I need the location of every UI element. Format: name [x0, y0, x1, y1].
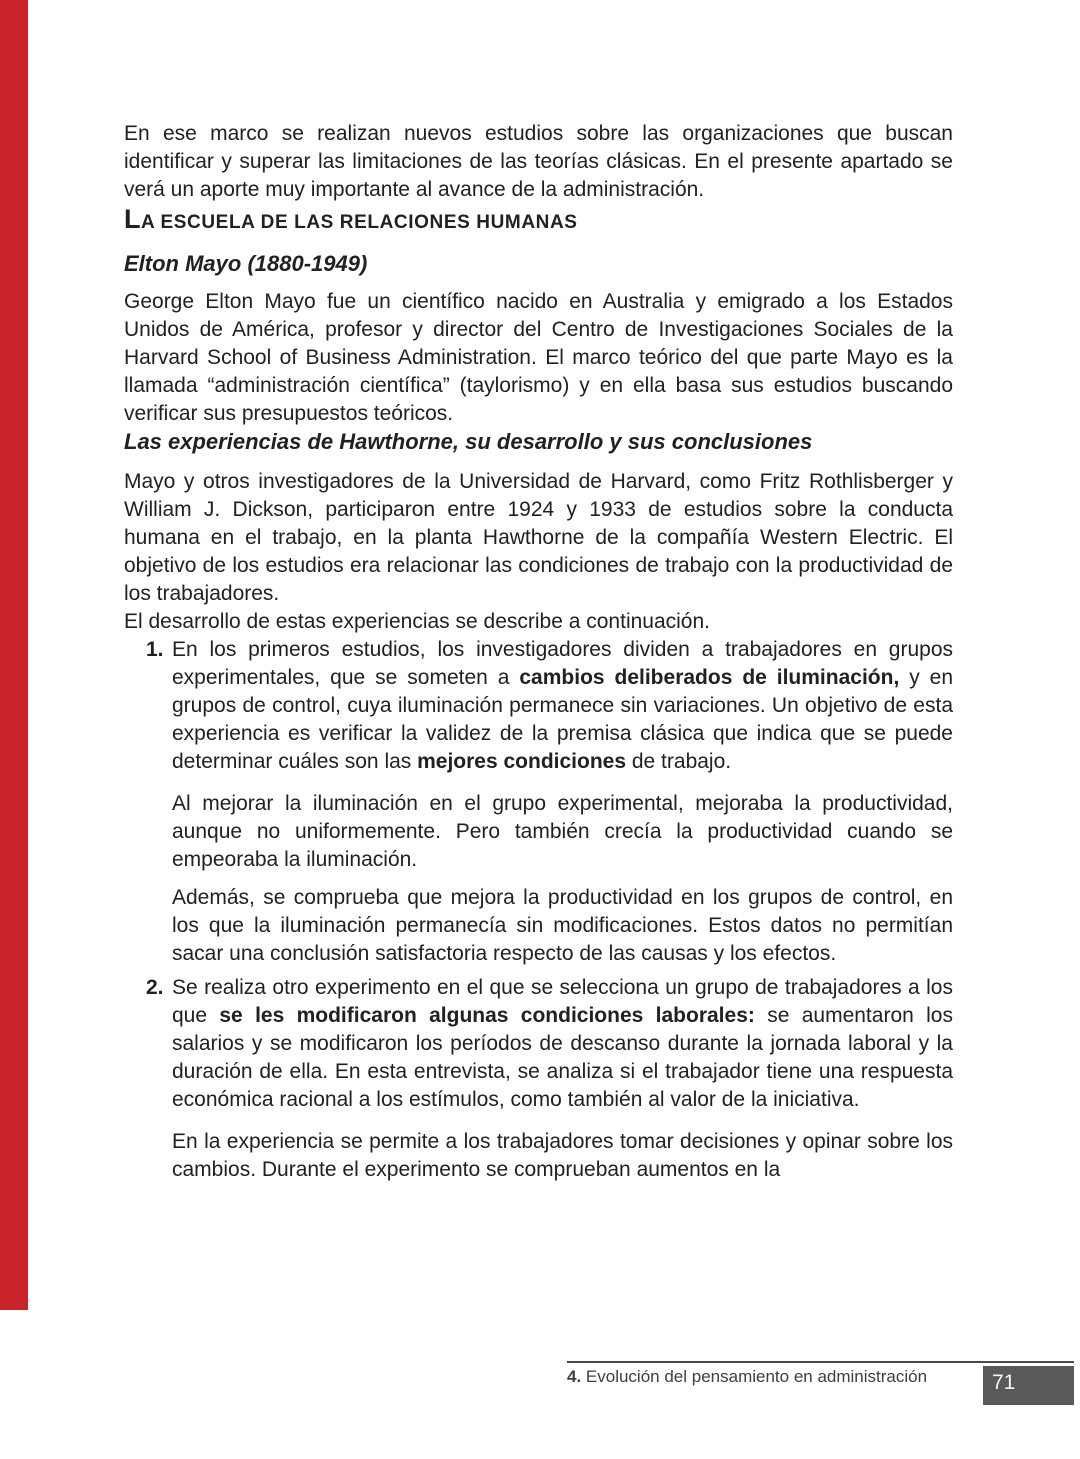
- list-item-1: [124, 636, 953, 968]
- experiences-heading: Las experiencias de Hawthorne, su desarrollo y sus conclusiones: [124, 429, 813, 454]
- list-item-1-number: 1.: [146, 638, 164, 661]
- list-item-1-paragraph-3: Además, se comprueba que mejora la productividad en los grupos de control, en los que la iluminación permanecía sin modificaciones. Estos datos no permitían sacar una conclusión satisfactoria respecto de las causas y los efectos.: [172, 886, 953, 965]
- bio-paragraph: George Elton Mayo fue un científico nacido en Australia y emigrado a los Estados Unidos de América, profesor y director del Centro de Investigaciones Sociales de la Harvard School of Business Administration. El marco teórico del que parte Mayo es la llamada “administración científica” (taylorismo) y en ella basa sus estudios buscando verificar sus presupuestos teóricos.: [124, 290, 953, 425]
- footer-rule: [567, 1361, 1074, 1363]
- list-item-2-paragraph-1: Se realiza otro experimento en el que se selecciona un grupo de trabajadores a los que se les modificaron algunas condiciones laborales: se aumentaron los salarios y se modificaron los períodos de descanso durante la jornada laboral y la duración de ella. En esta entrevista, se analiza si el trabajador tiene una respuesta económica racional a los estímulos, como también al valor de la iniciativa.: [172, 976, 953, 1111]
- list-item-2: [124, 974, 953, 1184]
- section-heading: [124, 204, 953, 238]
- development-paragraph: El desarrollo de estas experiencias se describe a continuación.: [124, 610, 711, 633]
- footer-chapter-caption: [567, 1366, 967, 1388]
- page-content: [124, 120, 953, 1184]
- list-item-1-paragraph-1: En los primeros estudios, los investigadores dividen a trabajadores en grupos experimentales, que se someten a cambios deliberados de iluminación, y en grupos de control, cuya iluminación permanece sin variaciones. Un objetivo de esta experiencia es verificar la validez de la premisa clásica que indica que se puede determinar cuáles son las mejores condiciones de trabajo.: [172, 638, 954, 773]
- page-number-box: [983, 1366, 1074, 1405]
- page-number: 71: [992, 1371, 1016, 1394]
- chapter-edge-tab: [0, 0, 28, 1310]
- list-item-2-paragraph-2: En la experiencia se permite a los trabajadores tomar decisiones y opinar sobre los cambios. Durante el experimento se comprueban aumentos en la: [172, 1130, 953, 1181]
- footer-chapter-title: Evolución del pensamiento en administración: [581, 1367, 928, 1386]
- section-heading-rest: A ESCUELA DE LAS RELACIONES HUMANAS: [141, 212, 578, 233]
- list-item-2-number: 2.: [146, 976, 164, 999]
- footer-chapter-number: 4.: [567, 1367, 582, 1386]
- intro-paragraph: En ese marco se realizan nuevos estudios sobre las organizaciones que buscan identificar y superar las limitaciones de las teorías clásicas. En el presente apartado se verá un aporte muy importante al avance de la administración.: [124, 122, 953, 201]
- experiences-paragraph: Mayo y otros investigadores de la Universidad de Harvard, como Fritz Rothlisberger y William J. Dickson, participaron entre 1924 y 1933 de estudios sobre la conducta humana en el trabajo, en la planta Hawthorne de la compañía Western Electric. El objetivo de los estudios era relacionar las condiciones de trabajo con la productividad de los trabajadores.: [124, 470, 953, 605]
- list-item-1-paragraph-2: Al mejorar la iluminación en el grupo experimental, mejoraba la productividad, aunque no uniformemente. Pero también crecía la productividad cuando se empeoraba la iluminación.: [172, 792, 953, 871]
- section-heading-initial: L: [124, 204, 141, 234]
- subheading-elton-mayo: Elton Mayo (1880-1949): [124, 251, 368, 276]
